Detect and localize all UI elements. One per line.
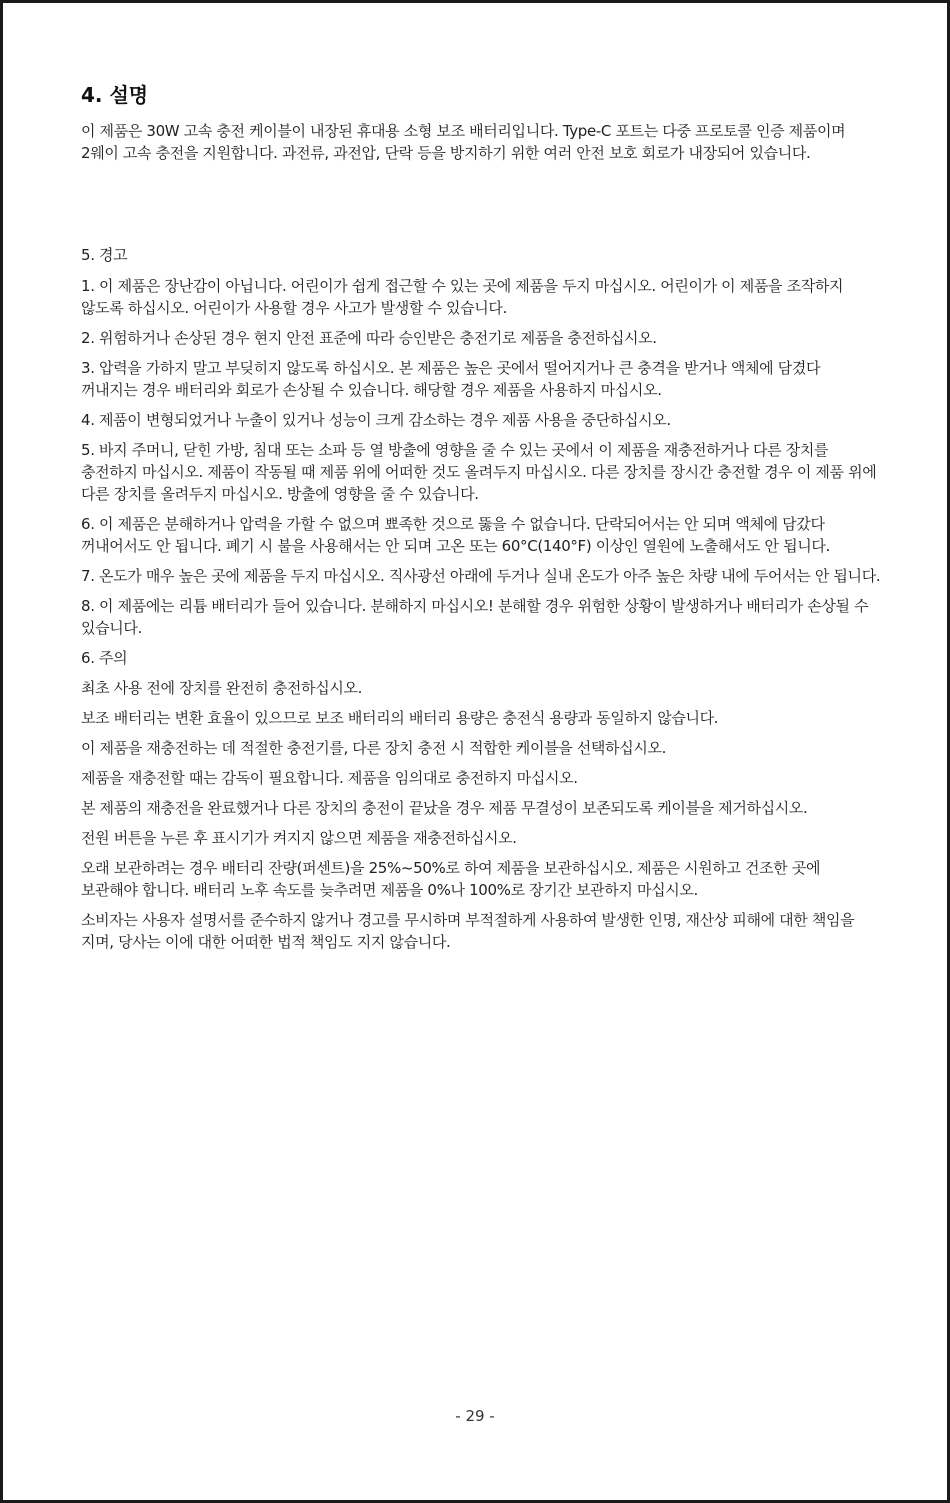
- section-4-description: 이 제품은 30W 고속 충전 케이블이 내장된 휴대용 소형 보조 배터리입니다. Type-C 포트는 다중 프로토콜 인증 제품이며 2웨이 고속 충전을 지원합니다. 과전류, 과전압, 단락 등을 방지하기 위한 여러 안전 보호 회로가 내장되어 있습니다.: [81, 122, 846, 162]
- caution-item: 본 제품의 재충전을 완료했거나 다른 장치의 충전이 끝났을 경우 제품 무결성이 보존되도록 케이블을 제거하십시오.: [81, 799, 808, 817]
- caution-item: 전원 버튼을 누른 후 표시기가 켜지지 않으면 제품을 재충전하십시오.: [81, 829, 517, 847]
- section-5-title: 5. 경고: [81, 246, 128, 264]
- warning-item: 4. 제품이 변형되었거나 누출이 있거나 성능이 크게 감소하는 경우 제품 사용을 중단하십시오.: [81, 411, 671, 429]
- warning-item: 3. 압력을 가하지 말고 부딪히지 않도록 하십시오. 본 제품은 높은 곳에서 떨어지거나 큰 충격을 받거나 액체에 담겼다 꺼내지는 경우 배터리와 회로가 손상될 수 있습니다. 해당할 경우 제품을 사용하지 마십시오.: [81, 359, 821, 399]
- section-6-title: 6. 주의: [81, 649, 128, 667]
- page-number: - 29 -: [455, 1407, 495, 1425]
- warning-item: 6. 이 제품은 분해하거나 압력을 가할 수 없으며 뾰족한 것으로 뚫을 수 없습니다. 단락되어서는 안 되며 액체에 담갔다 꺼내어서도 안 됩니다. 폐기 시 불을 사용해서는 안 되며 고온 또는 60°C(140°F) 이상인 열원에 노출해서도 안 됩니다.: [81, 515, 830, 555]
- page-content: [81, 81, 881, 961]
- caution-item: 제품을 재충전할 때는 감독이 필요합니다. 제품을 임의대로 충전하지 마십시오.: [81, 769, 578, 787]
- caution-item: 이 제품을 재충전하는 데 적절한 충전기를, 다른 장치 충전 시 적합한 케이블을 선택하십시오.: [81, 739, 667, 757]
- caution-item: 보조 배터리는 변환 효율이 있으므로 보조 배터리의 배터리 용량은 충전식 용량과 동일하지 않습니다.: [81, 709, 719, 727]
- caution-item: 오래 보관하려는 경우 배터리 잔량(퍼센트)을 25%~50%로 하여 제품을 보관하십시오. 제품은 시원하고 건조한 곳에 보관해야 합니다. 배터리 노후 속도를 늦추려면 제품을 0%나 100%로 장기간 보관하지 마십시오.: [81, 859, 821, 899]
- section-4-title: 4. 설명: [81, 83, 149, 107]
- warning-item: 2. 위험하거나 손상된 경우 현지 안전 표준에 따라 승인받은 충전기로 제품을 충전하십시오.: [81, 329, 657, 347]
- caution-item: 최초 사용 전에 장치를 완전히 충전하십시오.: [81, 679, 363, 697]
- warning-item: 8. 이 제품에는 리튬 배터리가 들어 있습니다. 분해하지 마십시오! 분해할 경우 위험한 상황이 발생하거나 배터리가 손상될 수 있습니다.: [81, 597, 869, 637]
- warning-item: 7. 온도가 매우 높은 곳에 제품을 두지 마십시오. 직사광선 아래에 두거나 실내 온도가 아주 높은 차량 내에 두어서는 안 됩니다.: [81, 567, 881, 585]
- caution-item: 소비자는 사용자 설명서를 준수하지 않거나 경고를 무시하며 부적절하게 사용하여 발생한 인명, 재산상 피해에 대한 책임을 지며, 당사는 이에 대한 어떠한 법적 책임도 지지 않습니다.: [81, 911, 855, 951]
- warning-item: 5. 바지 주머니, 닫힌 가방, 침대 또는 소파 등 열 방출에 영향을 줄 수 있는 곳에서 이 제품을 재충전하거나 다른 장치를 충전하지 마십시오. 제품이 작동될 때 제품 위에 어떠한 것도 올려두지 마십시오. 다른 장치를 장시간 충전할 경우 이 제품 위에 다른 장치를 올려두지 마십시오. 방출에 영향을 줄 수 있습니다.: [81, 441, 877, 503]
- warning-item: 1. 이 제품은 장난감이 아닙니다. 어린이가 쉽게 접근할 수 있는 곳에 제품을 두지 마십시오. 어린이가 이 제품을 조작하지 않도록 하십시오. 어린이가 사용할 경우 사고가 발생할 수 있습니다.: [81, 277, 844, 317]
